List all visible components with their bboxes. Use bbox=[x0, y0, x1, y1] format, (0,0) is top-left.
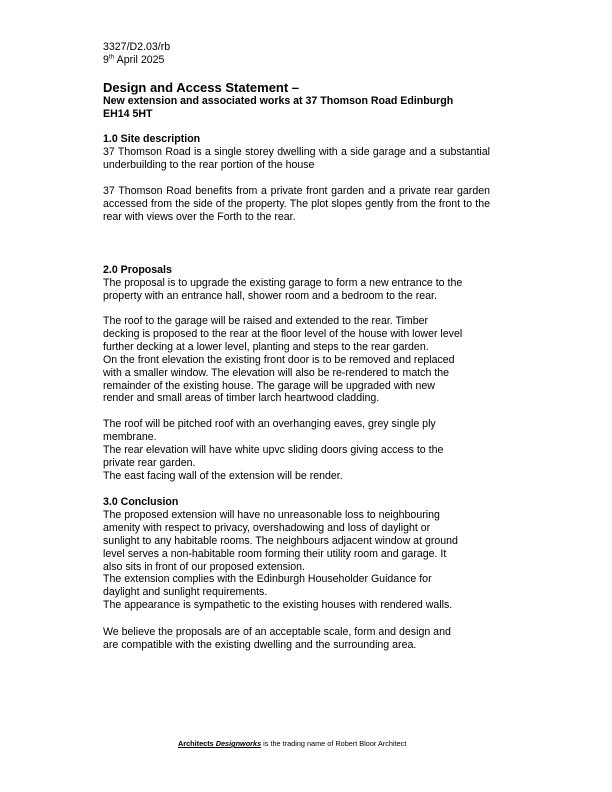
document-title-block bbox=[103, 80, 490, 121]
paragraph: The proposed extension will have no unreasonable loss to neighbouring amenity with respect to privacy, overshadowing and loss of daylight or sunlight to any habitable rooms. The neighbours adjacent window at ground level serves a non-habitable room forming their utility room and garage. It also sits in front of our proposed extension. The extension complies with the Edinburgh Householder Guidance for daylight and sunlight requirements. The appearance is sympathetic to the existing houses with rendered walls. bbox=[103, 508, 458, 612]
section-proposals bbox=[103, 264, 490, 303]
paragraph: 37 Thomson Road benefits from a private front garden and a private rear garden accessed from the side of the property. The plot slopes gently from the front to the rear with views over the Forth to the rear. bbox=[103, 185, 490, 223]
section-heading: 3.0 Conclusion bbox=[103, 496, 179, 508]
firm-name: Architects Designworks bbox=[178, 739, 262, 748]
section-heading: 2.0 Proposals bbox=[103, 264, 172, 276]
paragraph: We believe the proposals are of an acceptable scale, form and design and are compatible with the existing dwelling and the surrounding area. bbox=[103, 626, 451, 651]
document-subtitle: New extension and associated works at 37 Thomson Road Edinburgh EH14 5HT bbox=[103, 95, 454, 120]
section-site-description bbox=[103, 133, 490, 172]
paragraph: The roof will be pitched roof with an overhanging eaves, grey single ply membrane. The rear elevation will have white upvc sliding doors giving access to the private rear garden. The east facing wall of the extension will be render. bbox=[103, 418, 444, 482]
page-footer bbox=[178, 739, 406, 748]
paragraph: 37 Thomson Road is a single storey dwelling with a side garage and a substantial underbuilding to the rear portion of the house bbox=[103, 145, 490, 171]
paragraph: The proposal is to upgrade the existing garage to form a new entrance to the property with an entrance hall, shower room and a bedroom to the rear. bbox=[103, 276, 463, 302]
section-heading: 1.0 Site description bbox=[103, 133, 201, 145]
document-date: 9th April 2025 bbox=[103, 53, 165, 66]
section-conclusion bbox=[103, 496, 490, 612]
paragraph: The roof to the garage will be raised and extended to the rear. Timber decking is proposed to the rear at the floor level of the house with lower level further decking at a lower level, planting and steps to the rear garden. On the front elevation the existing front door is to be removed and replaced with a smaller window. The elevation will also be re-rendered to match the remainder of the existing house. The garage will be upgraded with new render and small areas of timber larch heartwood cladding. bbox=[103, 315, 463, 405]
reference-number: 3327/D2.03/rb bbox=[103, 41, 171, 53]
document-title: Design and Access Statement – bbox=[103, 80, 300, 95]
document-reference bbox=[103, 41, 490, 67]
footer-text: is the trading name of Robert Bloor Architect bbox=[261, 739, 407, 748]
